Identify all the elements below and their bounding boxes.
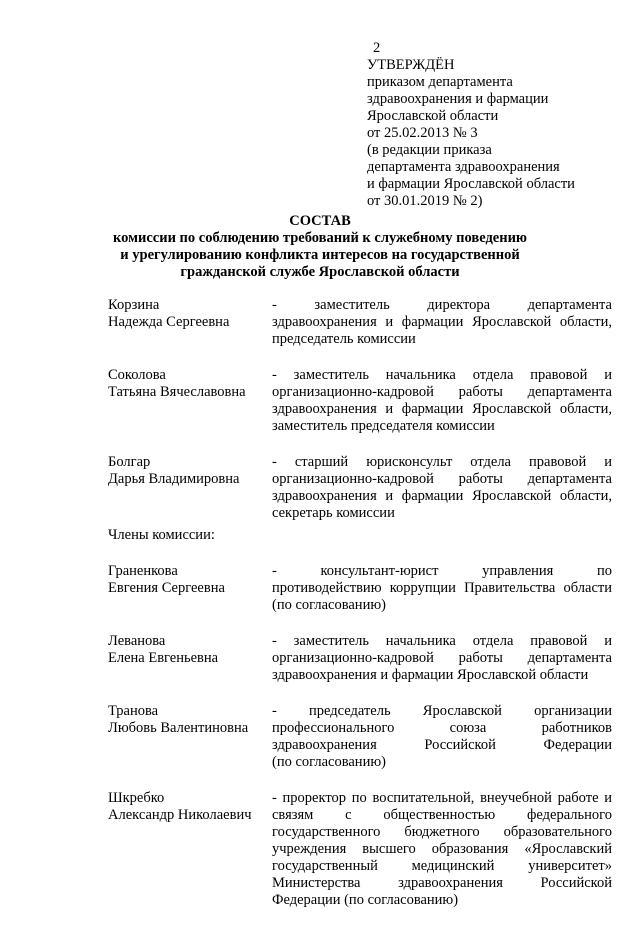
roster-entry xyxy=(108,790,612,909)
member-role xyxy=(272,790,612,909)
roster-entry xyxy=(108,297,612,348)
member-name xyxy=(108,297,272,348)
member-name xyxy=(108,454,272,522)
member-surname: Леванова xyxy=(108,633,166,649)
role-line: профессионального союза работников xyxy=(272,720,612,736)
role-line: учреждения высшего образования «Ярославский xyxy=(272,841,612,857)
approval-line: Ярославской области xyxy=(367,108,499,124)
document-title: СОСТАВ xyxy=(289,213,351,229)
member-surname: Шкребко xyxy=(108,790,165,806)
role-line: заместитель председателя комиссии xyxy=(272,418,495,434)
member-name xyxy=(108,633,272,684)
document-heading xyxy=(0,213,640,281)
roster-entry xyxy=(108,563,612,614)
role-line: государственного бюджетного образовательного xyxy=(272,824,612,840)
role-line: Министерства здравоохранения Российской xyxy=(272,875,612,891)
roster-entry xyxy=(108,633,612,684)
member-role xyxy=(272,563,612,614)
member-given-name: Татьяна Вячеславовна xyxy=(108,384,246,400)
role-line: - консультант-юрист управления по xyxy=(272,563,612,579)
approval-line: от 30.01.2019 № 2) xyxy=(367,193,483,209)
role-line: секретарь комиссии xyxy=(272,505,395,521)
member-given-name: Евгения Сергеевна xyxy=(108,580,225,596)
role-line: здравоохранения и фармации Ярославской области, xyxy=(272,314,612,330)
member-given-name: Любовь Валентиновна xyxy=(108,720,249,736)
role-line: здравоохранения и фармации Ярославской области xyxy=(272,667,589,683)
member-surname: Граненкова xyxy=(108,563,178,579)
member-role xyxy=(272,633,612,684)
approval-line: (в редакции приказа xyxy=(367,142,492,158)
role-line: - председатель Ярославской организации xyxy=(272,703,612,719)
role-line: (по согласованию) xyxy=(272,754,386,770)
role-line: председатель комиссии xyxy=(272,331,416,347)
role-line: организационно-кадровой работы департамента xyxy=(272,471,612,487)
role-line: - заместитель начальника отдела правовой и xyxy=(272,633,612,649)
role-line: связям с общественностью федерального xyxy=(272,807,612,823)
approval-line: и фармации Ярославской области xyxy=(367,176,575,192)
role-line: (по согласованию) xyxy=(272,597,386,613)
role-line: организационно-кадровой работы департамента xyxy=(272,650,612,666)
member-name xyxy=(108,563,272,614)
approval-line: приказом департамента xyxy=(367,74,513,90)
role-line: - проректор по воспитательной, внеучебной работе и xyxy=(272,790,612,806)
approval-line: от 25.02.2013 № 3 xyxy=(367,125,478,141)
member-name xyxy=(108,790,272,909)
role-line: здравоохранения и фармации Ярославской области, xyxy=(272,401,612,417)
role-line: организационно-кадровой работы департамента xyxy=(272,384,612,400)
heading-line: комиссии по соблюдению требований к служебному поведению xyxy=(112,230,528,246)
member-surname: Транова xyxy=(108,703,159,719)
role-line: Федерации (по согласованию) xyxy=(272,892,459,908)
member-role xyxy=(272,454,612,522)
member-given-name: Дарья Владимировна xyxy=(108,471,240,487)
commission-roster xyxy=(108,297,612,928)
member-name xyxy=(108,703,272,771)
heading-line: гражданской службе Ярославской области xyxy=(180,264,460,280)
role-line: - заместитель начальника отдела правовой и xyxy=(272,367,612,383)
role-line: - заместитель директора департамента xyxy=(272,297,612,313)
approval-line: УТВЕРЖДЁН xyxy=(367,57,455,73)
member-surname: Соколова xyxy=(108,367,166,383)
member-name xyxy=(108,367,272,435)
roster-entry xyxy=(108,367,612,435)
member-surname: Болгар xyxy=(108,454,151,470)
page-number: 2 xyxy=(373,40,381,56)
member-role xyxy=(272,703,612,771)
role-line: здравоохранения и фармации Ярославской области, xyxy=(272,488,612,504)
members-label: Члены комиссии: xyxy=(108,527,215,543)
role-line: государственный медицинский университет» xyxy=(272,858,612,874)
approval-block xyxy=(367,57,617,210)
heading-line: и урегулированию конфликта интересов на государственной xyxy=(120,247,520,263)
member-given-name: Александр Николаевич xyxy=(108,807,252,823)
approval-line: здравоохранения и фармации xyxy=(367,91,549,107)
member-role xyxy=(272,367,612,435)
role-line: противодействию коррупции Правительства области xyxy=(272,580,612,596)
member-given-name: Надежда Сергеевна xyxy=(108,314,230,330)
roster-entry xyxy=(108,703,612,771)
role-line: - старший юрисконсульт отдела правовой и xyxy=(272,454,612,470)
approval-line: департамента здравоохранения xyxy=(367,159,560,175)
member-given-name: Елена Евгеньевна xyxy=(108,650,219,666)
roster-entry xyxy=(108,454,612,522)
member-surname: Корзина xyxy=(108,297,160,313)
role-line: здравоохранения Российской Федерации xyxy=(272,737,612,753)
member-role xyxy=(272,297,612,348)
